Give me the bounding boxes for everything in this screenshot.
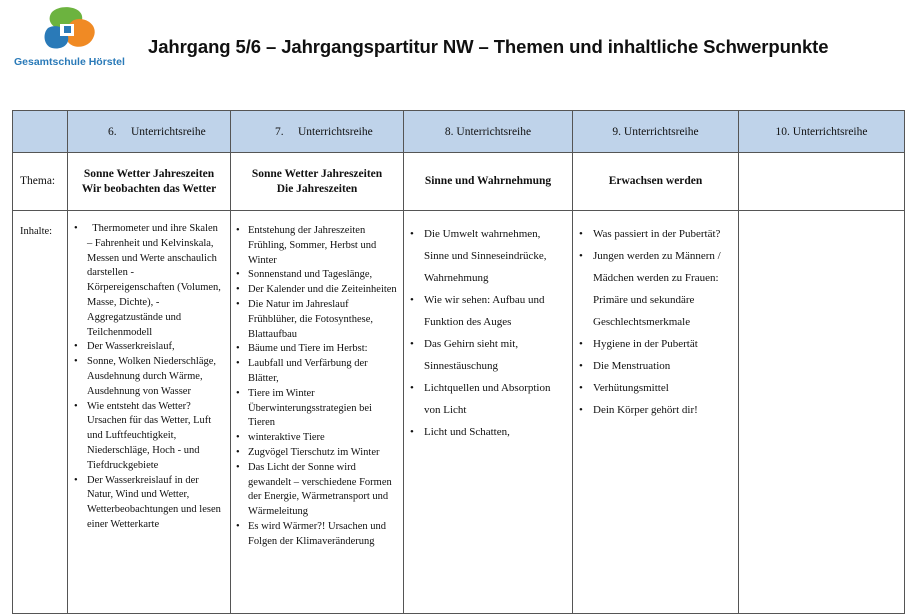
list-item: • Tiere im Winter Überwinterungsstrategien bei Tieren	[248, 387, 399, 431]
list-item: • Lichtquellen und Absorption von Licht	[424, 377, 566, 421]
inhalte-cell-7	[231, 211, 404, 614]
thema-cell-9	[573, 153, 739, 211]
list-item: • Der Wasserkreislauf,	[87, 340, 224, 355]
thema-cell-6	[68, 153, 231, 211]
list-item: • Die Menstruation	[593, 355, 732, 377]
list-item: • Jungen werden zu Männern / Mädchen werden zu Frauen: Primäre und sekundäre Geschlechtsmerkmale	[593, 245, 732, 333]
inhalte-cell-6	[68, 211, 231, 614]
thema-line: Sonne Wetter Jahreszeiten	[251, 167, 383, 180]
thema-label: Thema:	[13, 153, 68, 211]
list-item: • Das Gehirn sieht mit, Sinnestäuschung	[424, 333, 566, 377]
header-cell-empty	[13, 111, 68, 153]
inhalte-row	[13, 211, 905, 614]
list-item: • winteraktive Tiere	[248, 431, 399, 446]
thema-line: Die Jahreszeiten	[276, 182, 358, 195]
inhalte-cell-10	[739, 211, 905, 614]
inhalte-cell-9	[573, 211, 739, 614]
list-item: • Der Wasserkreislauf in der Natur, Wind und Wetter, Wetterbeobachtungen und lesen einer Wetterkarte	[87, 474, 224, 533]
inhalte-list	[68, 211, 230, 533]
list-item: • Der Kalender und die Zeiteinheiten	[248, 283, 399, 298]
thema-cell-8	[404, 153, 573, 211]
thema-cell-10	[739, 153, 905, 211]
header-cell-reihe-8: 8. Unterrichtsreihe	[404, 111, 573, 153]
thema-line: Sonne Wetter Jahreszeiten	[83, 167, 215, 180]
list-item: • Bäume und Tiere im Herbst:	[248, 342, 399, 357]
list-item: • Hygiene in der Pubertät	[593, 333, 732, 355]
list-item: • Sonnenstand und Tageslänge,	[248, 268, 399, 283]
list-item: • Laubfall und Verfärbung der Blätter,	[248, 357, 399, 387]
list-item: • Die Natur im Jahreslauf Frühblüher, die Fotosynthese, Blattaufbau	[248, 298, 399, 342]
inhalte-list	[404, 211, 572, 443]
list-item: • Was passiert in der Pubertät?	[593, 223, 732, 245]
thema-row	[13, 153, 905, 211]
list-item: • Licht und Schatten,	[424, 421, 566, 443]
curriculum-table	[12, 110, 905, 614]
thema-line: Erwachsen werden	[608, 175, 703, 187]
inhalte-label: Inhalte:	[13, 211, 68, 614]
header-cell-reihe-6: 6. Unterrichtsreihe	[68, 111, 231, 153]
logo-text: Gesamtschule Hörstel	[14, 56, 125, 68]
list-item: • Die Umwelt wahrnehmen, Sinne und Sinneseindrücke, Wahrnehmung	[424, 223, 566, 289]
list-item: • Verhütungsmittel	[593, 377, 732, 399]
inhalte-cell-8	[404, 211, 573, 614]
header-cell-reihe-10: 10. Unterrichtsreihe	[739, 111, 905, 153]
list-item: • Thermometer und ihre Skalen – Fahrenheit und Kelvinskala, Messen und Werte anschaulich darstellen - Körpereigenschaften (Volumen, Masse, Dichte), - Aggregatzustände und Teilchenmodell	[87, 222, 224, 340]
thema-line: Wir beobachten das Wetter	[81, 182, 217, 195]
list-item: • Das Licht der Sonne wird gewandelt – verschiedene Formen der Energie, Wärmetransport und Wärmeleitung	[248, 461, 399, 520]
thema-cell-7	[231, 153, 404, 211]
inhalte-list	[231, 211, 403, 550]
list-item: • Es wird Wärmer?! Ursachen und Folgen der Klimaveränderung	[248, 520, 399, 550]
list-item: • Zugvögel Tierschutz im Winter	[248, 446, 399, 461]
list-item: • Dein Körper gehört dir!	[593, 399, 732, 421]
header-row	[13, 111, 905, 153]
list-item: • Entstehung der Jahreszeiten Frühling, Sommer, Herbst und Winter	[248, 224, 399, 268]
header-cell-reihe-9: 9. Unterrichtsreihe	[573, 111, 739, 153]
inhalte-list	[573, 211, 738, 421]
school-logo	[14, 6, 126, 66]
school-logo-icon	[38, 6, 100, 52]
page-title: Jahrgang 5/6 – Jahrgangspartitur NW – Themen und inhaltliche Schwerpunkte	[148, 36, 829, 57]
header-cell-reihe-7: 7. Unterrichtsreihe	[231, 111, 404, 153]
list-item: • Sonne, Wolken Niederschläge, Ausdehnung durch Wärme, Ausdehnung von Wasser	[87, 355, 224, 399]
list-item: • Wie entsteht das Wetter? Ursachen für das Wetter, Luft und Luftfeuchtigkeit, Niederschläge, Hoch - und Tiefdruckgebiete	[87, 400, 224, 474]
list-item: • Wie wir sehen: Aufbau und Funktion des Auges	[424, 289, 566, 333]
thema-line: Sinne und Wahrnehmung	[424, 175, 552, 187]
